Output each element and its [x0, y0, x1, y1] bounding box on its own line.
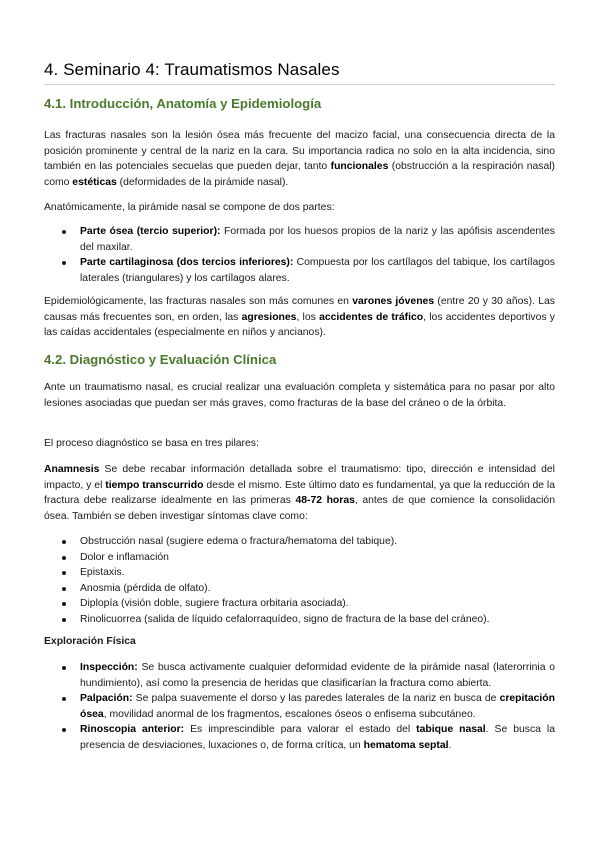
- text-span: (obstrucción a la respiración nasal) como: [44, 161, 555, 188]
- text-span: , los accidentes deportivos y las caídas accidentales (especialmente en niños y ancianos).: [44, 311, 555, 338]
- list-item: [44, 612, 555, 628]
- bullet-icon: [62, 571, 66, 575]
- exploration-heading: Exploración Física: [44, 636, 136, 647]
- bold-span: crepitación ósea: [80, 693, 555, 720]
- text-span: Se busca activamente cualquier deformidad evidente de la pirámide nasal (laterorrinia o hundimiento), así como la presencia de heridas que clasificarían la fractura como abierta.: [80, 662, 555, 689]
- bold-span: accidentes de tráfico: [319, 311, 424, 323]
- list-item: [44, 255, 555, 286]
- bullet-icon: [62, 261, 66, 265]
- bold-span: tabique nasal: [416, 724, 486, 735]
- exploration-list: [44, 660, 555, 753]
- anatomy-parts-list: [44, 224, 555, 286]
- list-item: [44, 224, 555, 255]
- bold-span: Rinoscopia anterior:: [80, 724, 185, 735]
- bullet-icon: [62, 728, 66, 732]
- list-item: [44, 581, 555, 597]
- list-item: [44, 534, 555, 550]
- anatomy-intro-paragraph: Anatómicamente, la pirámide nasal se compone de dos partes:: [44, 202, 335, 213]
- text-span: (deformidades de la pirámide nasal).: [116, 176, 289, 188]
- list-item: [44, 596, 555, 612]
- text-span: Epistaxis.: [80, 567, 125, 578]
- bullet-icon: [62, 697, 66, 701]
- text-span: .: [448, 739, 452, 751]
- text-span: . Se busca la presencia de desviaciones, luxaciones o, de forma crítica, un: [80, 724, 556, 751]
- bullet-icon: [62, 602, 66, 606]
- bullet-icon: [62, 540, 66, 544]
- bold-span: tiempo transcurrido: [105, 479, 204, 491]
- bold-span: Parte ósea (tercio superior):: [80, 226, 221, 237]
- bullet-icon: [62, 666, 66, 670]
- text-span: Se palpa suavemente el dorso y las paredes laterales de la nariz en busca de: [132, 693, 500, 704]
- section-heading-4-1: 4.1. Introducción, Anatomía y Epidemiología: [44, 96, 322, 111]
- text-span: , los: [296, 311, 320, 323]
- bullet-icon: [62, 587, 66, 591]
- anamnesis-paragraph: [44, 462, 555, 524]
- bold-span: Anamnesis: [44, 464, 100, 475]
- section-heading-4-2: 4.2. Diagnóstico y Evaluación Clínica: [44, 352, 277, 367]
- symptoms-list: [44, 534, 555, 627]
- diagnosis-intro-paragraph: Ante un traumatismo nasal, es crucial realizar una evaluación completa y sistemática para no pasar por alto lesiones asociadas que puedan ser más graves, como fracturas de la base del cráneo o de la órbita.: [44, 382, 555, 409]
- text-span: Anosmia (pérdida de olfato).: [80, 582, 211, 594]
- text-span: Diplopía (visión doble, sugiere fractura orbitaria asociada).: [80, 598, 349, 609]
- bold-span: hematoma septal: [363, 739, 449, 751]
- text-span: Se debe recabar información detallada sobre el traumatismo: tipo, dirección e intensidad del impacto, y el: [44, 464, 555, 491]
- diagnosis-pillars-paragraph: El proceso diagnóstico se basa en tres pilares:: [44, 438, 259, 449]
- text-span: , movilidad anormal de los fragmentos, escalones óseos o enfisema subcutáneo.: [103, 708, 476, 720]
- bold-span: Palpación:: [80, 693, 133, 704]
- bold-span: agresiones: [241, 311, 297, 323]
- bullet-icon: [62, 230, 66, 234]
- bullet-icon: [62, 556, 66, 560]
- list-item: [44, 550, 555, 566]
- bold-span: estéticas: [72, 176, 117, 188]
- list-item: [44, 565, 555, 581]
- text-span: Obstrucción nasal (sugiere edema o fractura/hematoma del tabique).: [80, 536, 398, 547]
- text-span: (entre 20 y 30 años). Las causas más frecuentes son, en orden, las: [44, 296, 555, 323]
- bold-span: Inspección:: [80, 662, 138, 673]
- text-span: Es imprescindible para valorar el estado del: [184, 724, 417, 735]
- text-span: Dolor e inflamación: [80, 551, 169, 563]
- text-span: Formada por los huesos propios de la nariz y las apófisis ascendentes del maxilar.: [80, 226, 555, 253]
- bullet-icon: [62, 618, 66, 622]
- bold-span: 48-72 horas: [295, 495, 355, 506]
- bold-span: Parte cartilaginosa (dos tercios inferiores):: [80, 257, 294, 268]
- text-span: Compuesta por los cartílagos del tabique, los cartílagos laterales (triangulares) y los cartílagos alares.: [80, 257, 555, 284]
- bold-span: varones jóvenes: [352, 296, 435, 307]
- text-span: , antes de que comience la consolidación ósea. También se deben investigar síntomas clave como:: [44, 495, 555, 522]
- list-item: [44, 660, 555, 691]
- list-item: [44, 722, 555, 753]
- text-span: Rinolicuorrea (salida de líquido cefalorraquídeo, signo de fractura de la base del cráneo).: [80, 613, 490, 625]
- intro-paragraph: [44, 128, 555, 190]
- text-span: Las fracturas nasales son la lesión ósea más frecuente del macizo facial, una consecuencia directa de la posición prominente y central de la nariz en la cara. Su importancia radica no solo en la alta incidencia, sino también en las potenciales secuelas que pueden dejar, tanto: [44, 130, 555, 172]
- list-item: [44, 691, 555, 722]
- page-title: 4. Seminario 4: Traumatismos Nasales: [44, 60, 555, 85]
- text-span: desde el mismo. Este último dato es fundamental, ya que la reducción de la fractura debe realizarse idealmente en las primeras: [44, 479, 556, 506]
- bold-span: funcionales: [330, 161, 389, 172]
- epidemiology-paragraph: [44, 294, 555, 341]
- text-span: Epidemiológicamente, las fracturas nasales son más comunes en: [44, 296, 353, 307]
